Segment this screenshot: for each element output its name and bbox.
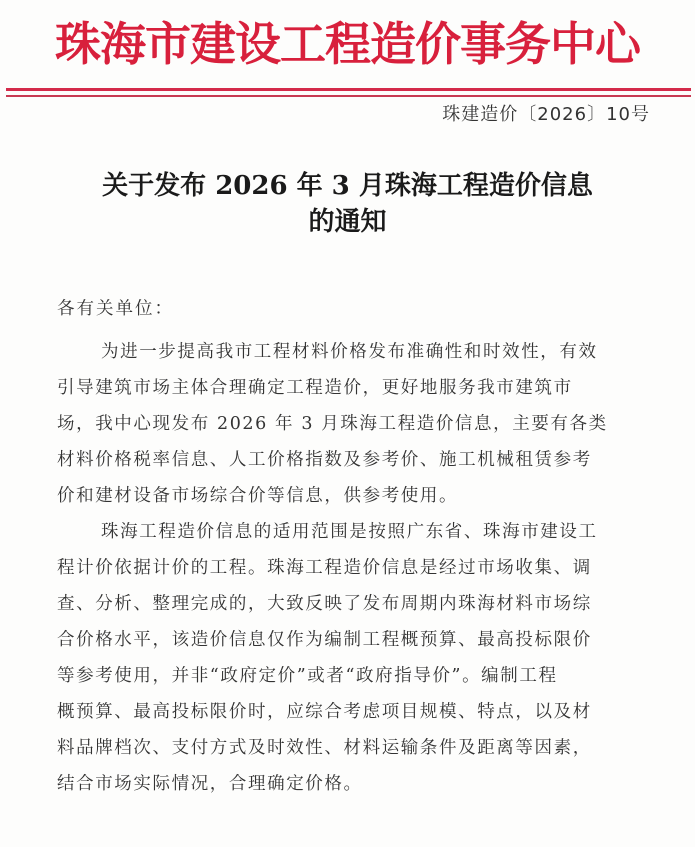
header-rule-thick (6, 88, 691, 91)
paragraph-line: 价和建材设备市场综合价等信息，供参考使用。 (57, 486, 459, 506)
paragraph-2 (57, 514, 657, 802)
paragraph-line: 引导建筑市场主体合理确定工程造价，更好地服务我市建筑市 (57, 378, 573, 398)
document-body (57, 334, 657, 802)
title-line-1: 关于发布 2026 年 3 月珠海工程造价信息 (102, 171, 593, 201)
paragraph-line: 概预算、最高投标限价时，应综合考虑项目规模、特点，以及材 (57, 702, 592, 722)
paragraph-line: 等参考使用，并非“政府定价”或者“政府指导价”。编制工程 (57, 666, 558, 686)
paragraph-line: 料品牌档次、支付方式及时效性、材料运输条件及距离等因素， (57, 738, 592, 758)
document-number: 珠建造价〔2026〕10号 (442, 104, 650, 125)
paragraph-line: 场，我中心现发布 2026 年 3 月珠海工程造价信息，主要有各类 (57, 414, 608, 434)
paragraph-line: 程计价依据计价的工程。珠海工程造价信息是经过市场收集、调 (57, 558, 592, 578)
header-rule-thin (6, 95, 691, 97)
salutation: 各有关单位： (57, 299, 174, 319)
document-title (0, 168, 695, 240)
paragraph-line: 为进一步提高我市工程材料价格发布准确性和时效性，有效 (101, 342, 598, 362)
paragraph-1 (57, 334, 657, 514)
paragraph-line: 材料价格税率信息、人工价格指数及参考价、施工机械租赁参考 (57, 450, 592, 470)
paragraph-line: 结合市场实际情况，合理确定价格。 (57, 774, 363, 794)
organization-header: 珠海市建设工程造价事务中心 (55, 17, 640, 71)
title-line-2: 的通知 (308, 207, 387, 237)
paragraph-line: 珠海工程造价信息的适用范围是按照广东省、珠海市建设工 (101, 522, 598, 542)
paragraph-line: 查、分析、整理完成的，大致反映了发布周期内珠海材料市场综 (57, 594, 592, 614)
paragraph-line: 合价格水平，该造价信息仅作为编制工程概预算、最高投标限价 (57, 630, 592, 650)
